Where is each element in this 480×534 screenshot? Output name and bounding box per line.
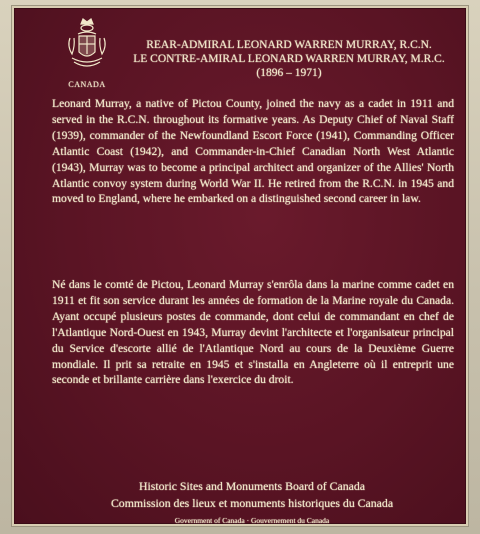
board-credit xyxy=(54,478,450,512)
life-dates: (1896 – 1971) xyxy=(256,67,322,79)
paragraph-english: Leonard Murray, a native of Pictou County, joined the navy as a cadet in 1911 and served in the R.C.N. throughout its formative years. As Deputy Chief of Naval Staff (1939), commander of the Newfoundland Escort Force (1941), Commanding Officer Atlantic Coast (1942), and Commander-in-Chief Canadian North West Atlantic (1943), Murray was to become a principal architect and organizer of the Allies' North Atlantic convoy system during World War II. He retired from the R.C.N. in 1945 and moved to England, where he embarked on a distinguished second career in law. xyxy=(52,97,454,206)
paragraph-french: Né dans le comté de Pictou, Leonard Murray s'enrôla dans la marine comme cadet en 1911 et fit son service durant les années de formation de la Marine royale du Canada. Ayant occupé plusieurs postes de commande, dont celui de commandant en chef de l'Atlantique Nord-Ouest en 1943, Murray devint l'architecte et l'organisateur principal du Service d'escorte allié de l'Atlantique Nord au cours de la Deuxième Guerre mondiale. Il prit sa retraite en 1945 et s'installa en Angleterre où il entreprit une seconde et brillante carrière dans l'exercice du droit. xyxy=(52,278,454,387)
crest-label: CANADA xyxy=(68,80,106,89)
board-name-english: Historic Sites and Monuments Board of Canada xyxy=(138,479,366,493)
coat-of-arms-icon xyxy=(64,16,110,78)
historic-plaque xyxy=(12,6,468,526)
board-name-french: Commission des lieux et monuments historiques du Canada xyxy=(110,496,394,510)
title-english: REAR-ADMIRAL LEONARD WARREN MURRAY, R.C.N. xyxy=(146,39,432,51)
title-french: LE CONTRE-AMIRAL LEONARD WARREN MURRAY, M.R.C. xyxy=(133,53,445,65)
government-credit: Government of Canada · Gouvernement du Canada xyxy=(174,516,330,525)
plaque-heading xyxy=(124,38,454,80)
